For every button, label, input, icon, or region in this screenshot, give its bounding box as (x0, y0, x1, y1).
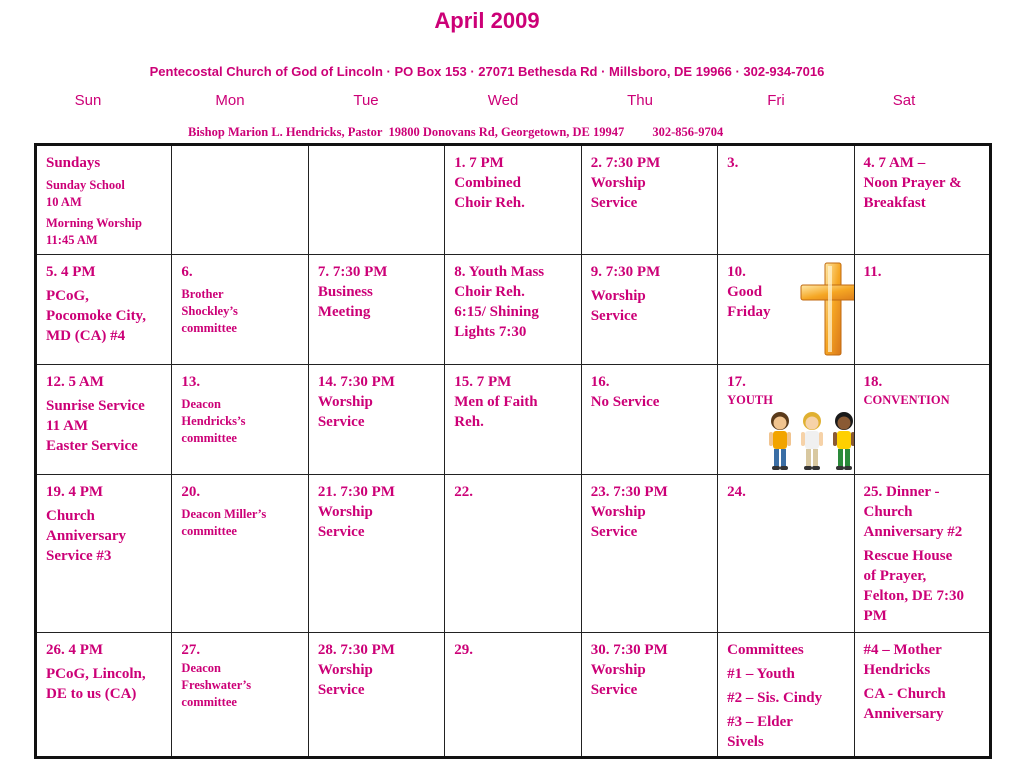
day-cell-line: Service (317, 414, 365, 430)
day-cell-line: PCoG, Lincoln, (46, 666, 146, 682)
day-cell-line: Anniversary #2 (863, 524, 963, 540)
day-cell-thu (581, 633, 717, 758)
day-cell-line: Pocomoke City, (46, 308, 146, 324)
day-cell-tue (308, 255, 444, 365)
day-cell-line: Deacon (181, 397, 221, 411)
youth-children-image (768, 409, 854, 473)
day-cell-line: Worship (590, 662, 646, 678)
calendar-week-row (36, 633, 991, 758)
day-cell-line: Felton, DE 7:30 (863, 588, 964, 604)
day-cell-line: Men of Faith (454, 394, 538, 410)
day-cell-sat (854, 365, 990, 475)
weekday-thu: Thu (627, 92, 653, 109)
day-cell-line: of Prayer, (863, 568, 927, 584)
day-cell-line: Service (590, 682, 638, 698)
day-cell-line: No Service (590, 394, 660, 410)
golden-cross-image (798, 261, 854, 357)
day-cell-fri (718, 365, 854, 475)
day-cell-line: 18. (863, 374, 883, 390)
day-cell-line: 25. Dinner - (863, 484, 940, 500)
day-cell-line: 14. 7:30 PM (317, 374, 395, 390)
day-cell-sat (854, 255, 990, 365)
day-cell-line: Anniversary (46, 528, 126, 544)
day-cell-line: committee (181, 321, 237, 335)
day-cell-line: Deacon Miller’s (181, 507, 267, 521)
day-cell-line: 4. 7 AM – (863, 155, 926, 171)
church-contact-line: Pentecostal Church of God of Lincoln · PO Box 153 · 27071 Bethesda Rd · Millsboro, DE 19966 · 302-934-7016 (149, 64, 825, 79)
day-cell-wed (445, 145, 581, 255)
pastor-contact-line: Bishop Marion L. Hendricks, Pastor 19800 Donovans Rd, Georgetown, DE 19947 302-856-9704 (188, 125, 724, 139)
day-cell-mon (172, 365, 308, 475)
day-cell-line: 8. Youth Mass (454, 264, 545, 280)
day-cell-line: committee (181, 431, 237, 445)
day-cell-line: Service #3 (46, 548, 112, 564)
day-cell-line: 29. (454, 642, 474, 658)
day-cell-line: Freshwater’s (181, 678, 252, 692)
day-cell-line: committee (181, 524, 237, 538)
day-cell-mon (172, 145, 308, 255)
day-cell-line: Brother (181, 287, 224, 301)
day-cell-line: Service (590, 524, 638, 540)
day-cell-sun (36, 145, 172, 255)
day-cell-line: Hendricks’s (181, 414, 246, 428)
day-cell-line: 13. (181, 374, 201, 390)
day-cell-line: Combined (454, 175, 521, 191)
day-cell-line: Rescue House (863, 548, 953, 564)
day-cell-line: 5. 4 PM (46, 264, 96, 280)
calendar-week-row (36, 475, 991, 633)
day-cell-line: Morning Worship (46, 216, 142, 230)
calendar-week-row (36, 365, 991, 475)
day-cell-line: committee (181, 695, 237, 709)
day-cell-thu (581, 365, 717, 475)
day-cell-line: Sunday School (46, 178, 125, 192)
day-cell-wed (445, 255, 581, 365)
calendar-week-row (36, 255, 991, 365)
day-cell-line: PM (863, 608, 887, 624)
day-cell-line: Church (46, 508, 95, 524)
day-cell-fri (718, 255, 854, 365)
day-cell-line: 24. (727, 484, 746, 500)
day-cell-line: Worship (317, 394, 373, 410)
day-cell-line: Shockley’s (181, 304, 238, 318)
day-cell-line: 27. (181, 642, 201, 658)
day-cell-line: Worship (317, 662, 373, 678)
day-cell-line: 6. (181, 264, 193, 280)
day-cell-line: Service (590, 195, 638, 211)
day-cell-line: #3 – Elder (727, 714, 793, 730)
day-cell-line: 30. 7:30 PM (590, 642, 668, 658)
calendar-week-row (36, 145, 991, 255)
day-cell-line: 7. 7:30 PM (317, 264, 388, 280)
day-cell-line: MD (CA) #4 (46, 328, 126, 344)
day-cell-line: 3. (727, 155, 739, 171)
day-cell-tue (308, 365, 444, 475)
day-cell-line: 9. 7:30 PM (590, 264, 661, 280)
weekday-mon: Mon (215, 92, 245, 109)
day-cell-fri (718, 633, 854, 758)
day-cell-line: 12. 5 AM (46, 374, 104, 390)
day-cell-line: 16. (590, 374, 610, 390)
day-cell-line: Committees (727, 642, 804, 658)
day-cell-line: Service (317, 682, 365, 698)
day-cell-line: Worship (590, 288, 646, 304)
day-cell-line: 22. (454, 484, 474, 500)
day-cell-line: 6:15/ Shining (454, 304, 539, 320)
weekday-tue: Tue (353, 92, 379, 109)
day-cell-line: 10. (727, 264, 746, 280)
day-cell-line: Church (863, 504, 913, 520)
day-cell-line: Worship (590, 175, 646, 191)
day-cell-sat (854, 145, 990, 255)
day-cell-sun (36, 365, 172, 475)
day-cell-line: Choir Reh. (454, 284, 525, 300)
day-cell-sun (36, 255, 172, 365)
weekday-fri: Fri (767, 92, 785, 109)
day-cell-wed (445, 365, 581, 475)
day-cell-line: 21. 7:30 PM (317, 484, 395, 500)
day-cell-line: DE to us (CA) (46, 686, 137, 702)
day-cell-thu (581, 145, 717, 255)
day-cell-tue (308, 633, 444, 758)
day-cell-tue (308, 145, 444, 255)
day-cell-line: Noon Prayer & (863, 175, 962, 191)
day-cell-line: Hendricks (863, 662, 931, 678)
day-cell-sat (854, 633, 990, 758)
day-cell-line: Service (317, 524, 365, 540)
day-cell-wed (445, 475, 581, 633)
day-cell-line: CONVENTION (863, 393, 950, 407)
day-cell-line: Service (590, 308, 638, 324)
day-cell-fri (718, 145, 854, 255)
day-cell-line: Good (727, 284, 763, 300)
day-cell-line: 1. 7 PM (454, 155, 504, 171)
day-cell-line: 19. 4 PM (46, 484, 104, 500)
weekday-sat: Sat (892, 92, 916, 109)
day-cell-line: 23. 7:30 PM (590, 484, 668, 500)
day-cell-fri (718, 475, 854, 633)
day-cell-thu (581, 475, 717, 633)
day-cell-line: Sivels (727, 734, 764, 750)
day-cell-line: #2 – Sis. Cindy (727, 690, 823, 706)
day-cell-line: Deacon (181, 661, 221, 675)
day-cell-sun (36, 633, 172, 758)
day-cell-line: YOUTH (727, 393, 773, 407)
weekday-header (20, 92, 980, 112)
day-cell-tue (308, 475, 444, 633)
calendar-title: April 2009 (434, 8, 540, 33)
day-cell-line: Reh. (454, 414, 484, 430)
day-cell-line: Worship (317, 504, 373, 520)
day-cell-line: Friday (727, 304, 771, 320)
day-cell-line: Anniversary (863, 706, 944, 722)
day-cell-thu (581, 255, 717, 365)
day-cell-line: Business (317, 284, 373, 300)
day-cell-mon (172, 475, 308, 633)
day-cell-line: Sundays (46, 155, 101, 171)
day-cell-line: 26. 4 PM (46, 642, 104, 658)
weekday-sun: Sun (74, 92, 102, 109)
day-cell-line: CA - Church (863, 686, 946, 702)
weekday-wed: Wed (487, 92, 519, 109)
day-cell-line: Lights 7:30 (454, 324, 527, 340)
day-cell-line: 11 AM (46, 418, 89, 434)
day-cell-line: 11. (863, 264, 882, 280)
day-cell-line: Easter Service (46, 438, 138, 454)
day-cell-line: 15. 7 PM (454, 374, 512, 390)
day-cell-line: Choir Reh. (454, 195, 525, 211)
day-cell-line: #1 – Youth (727, 666, 795, 682)
day-cell-line: 17. (727, 374, 746, 390)
day-cell-sun (36, 475, 172, 633)
calendar-grid (34, 143, 992, 759)
day-cell-sat (854, 475, 990, 633)
day-cell-mon (172, 633, 308, 758)
day-cell-line: 10 AM (46, 195, 82, 209)
day-cell-mon (172, 255, 308, 365)
day-cell-line: 28. 7:30 PM (317, 642, 395, 658)
day-cell-line: #4 – Mother (863, 642, 942, 658)
day-cell-line: 2. 7:30 PM (590, 155, 661, 171)
day-cell-line: 11:45 AM (46, 233, 98, 247)
day-cell-line: Breakfast (863, 195, 926, 211)
day-cell-wed (445, 633, 581, 758)
day-cell-line: Meeting (317, 304, 371, 320)
day-cell-line: Worship (590, 504, 646, 520)
day-cell-line: 20. (181, 484, 201, 500)
day-cell-line: PCoG, (46, 288, 89, 304)
day-cell-line: Sunrise Service (46, 398, 145, 414)
